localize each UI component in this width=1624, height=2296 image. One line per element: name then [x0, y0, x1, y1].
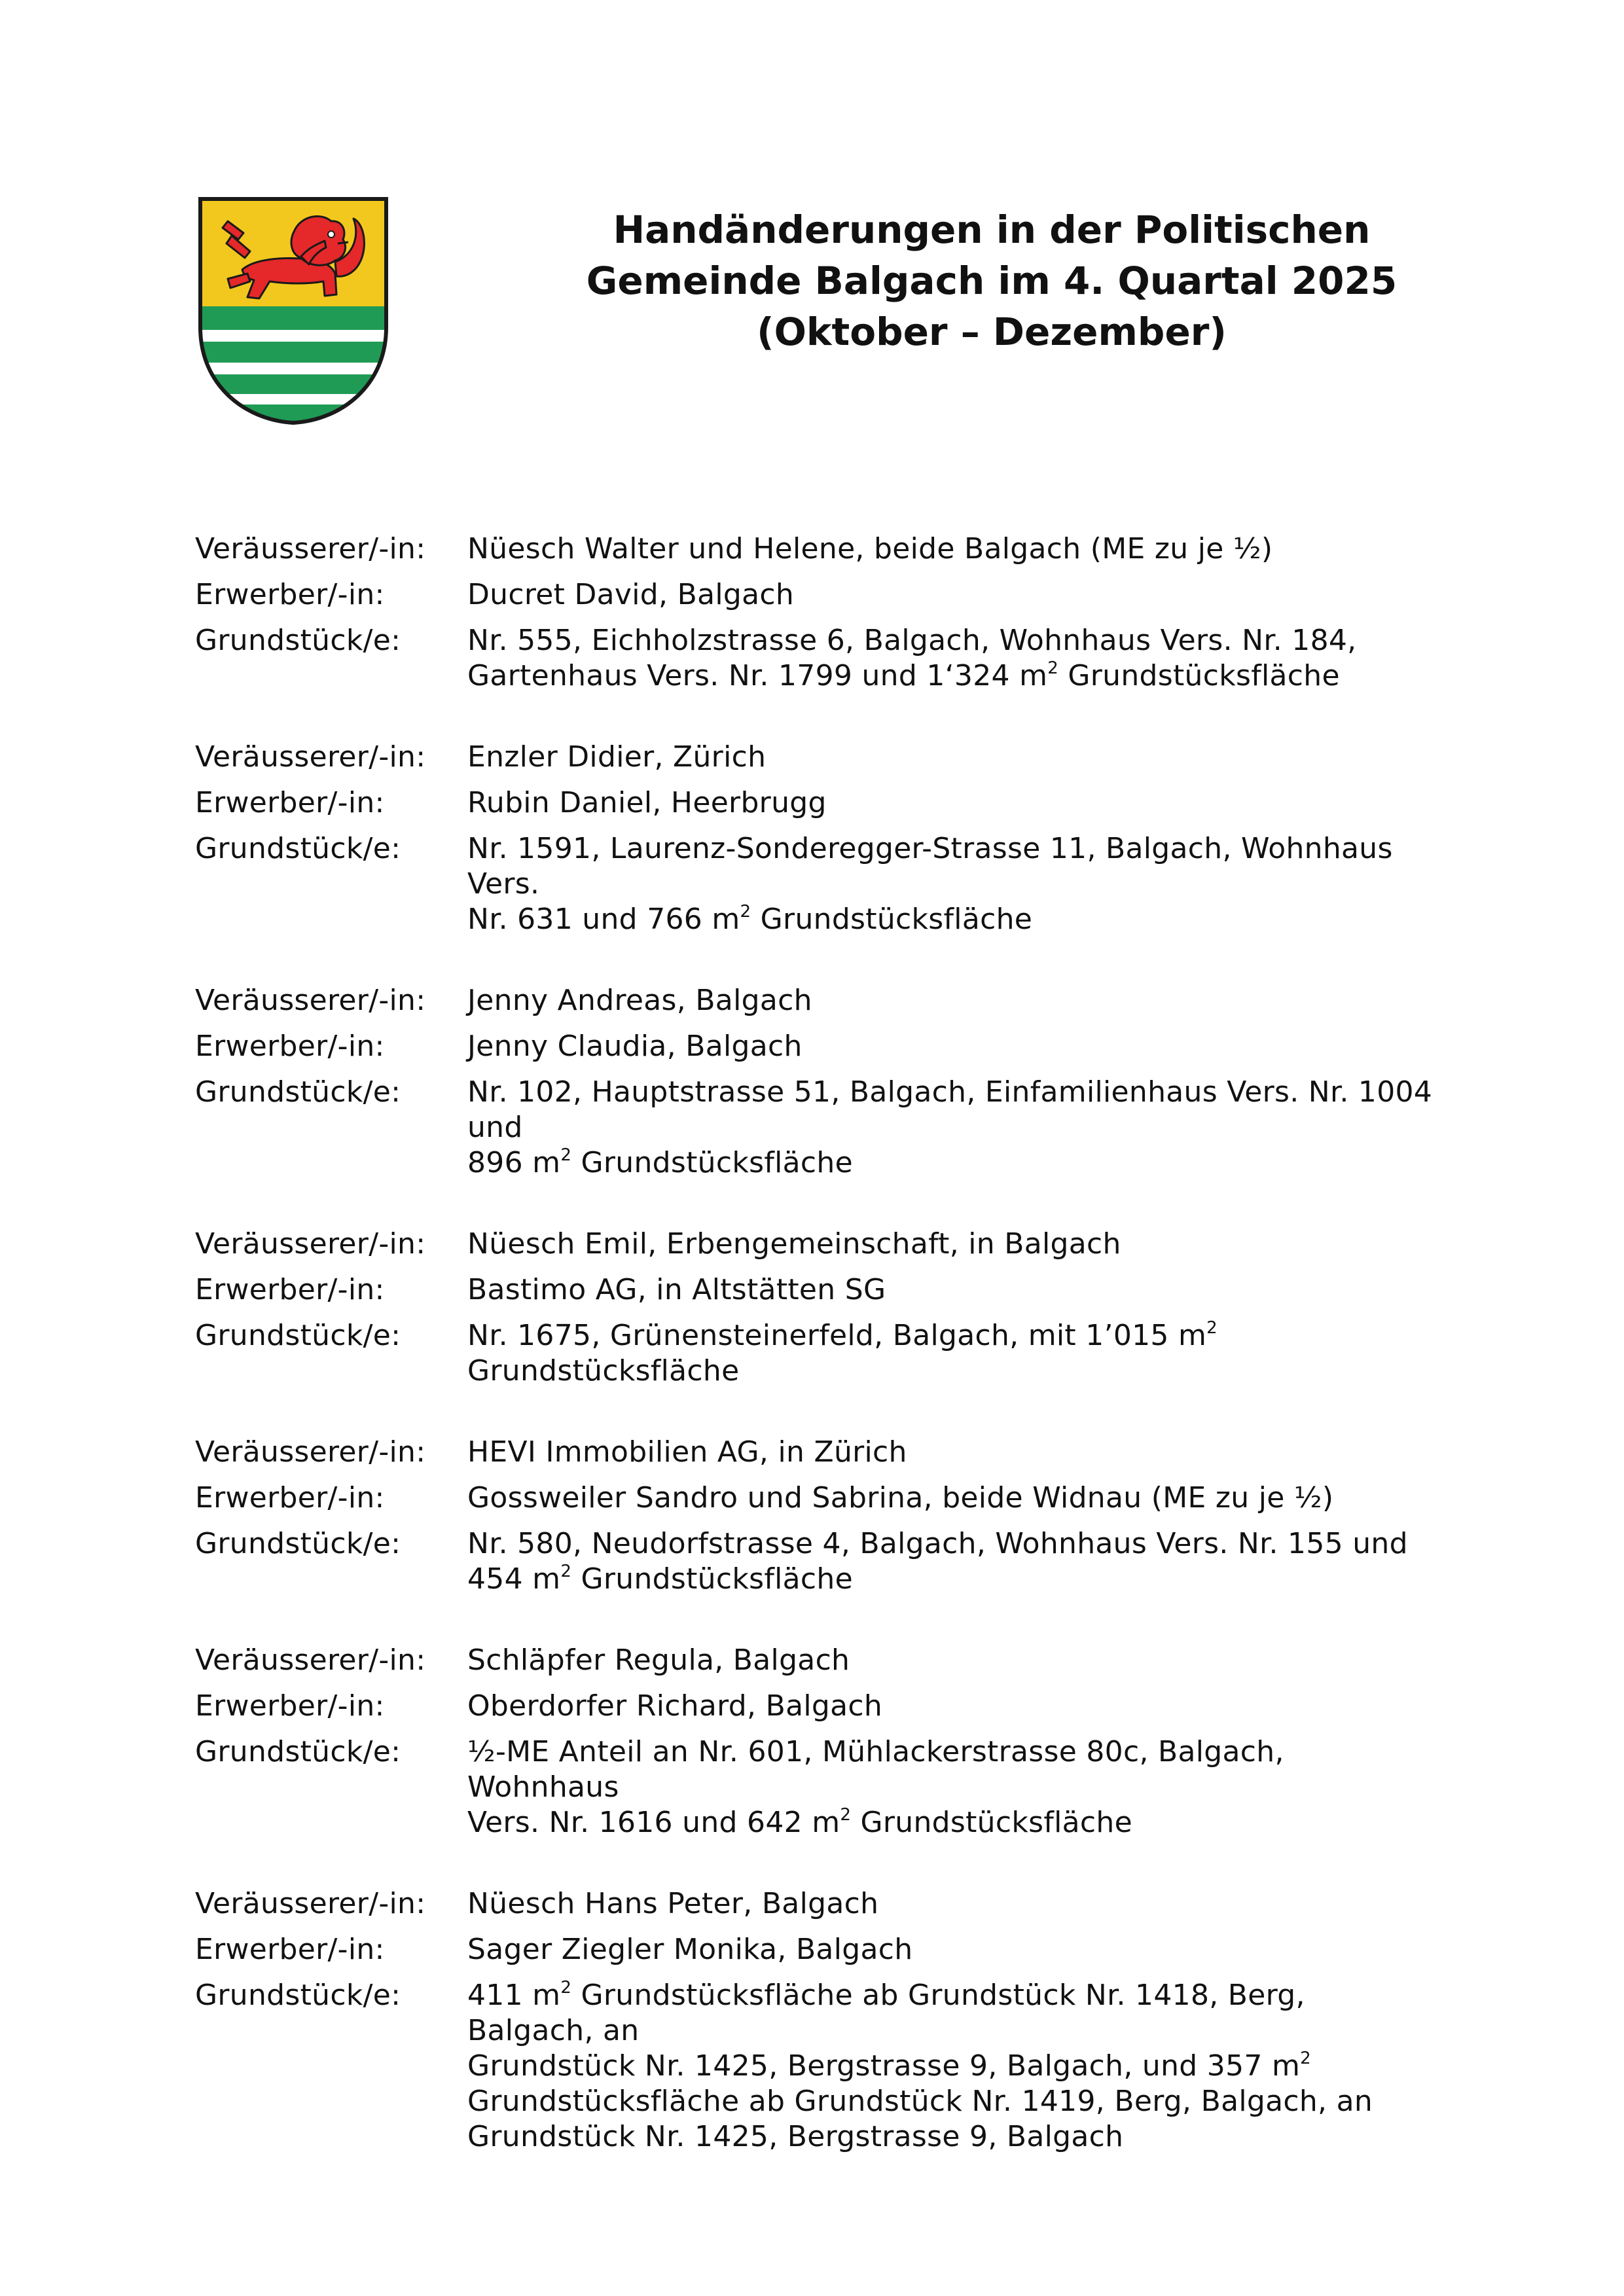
parcel-value: Nr. 102, Hauptstrasse 51, Balgach, Einfamilienhaus Vers. Nr. 1004 und 896 $m^2$ Grundstücksfläche: [467, 1075, 1433, 1179]
transfer-entry: [195, 740, 1439, 937]
seller-label: Veräusserer/-in:: [195, 1227, 426, 1261]
seller-value: Schläpfer Regula, Balgach: [467, 1643, 850, 1677]
buyer-value: Oberdorfer Richard, Balgach: [467, 1689, 883, 1723]
buyer-label: Erwerber/-in:: [195, 1030, 385, 1063]
buyer-label: Erwerber/-in:: [195, 578, 385, 611]
seller-value: Jenny Andreas, Balgach: [467, 984, 812, 1017]
seller-row: [195, 1643, 1439, 1678]
parcel-value: Nr. 1675, Grünensteinerfeld, Balgach, mit 1’015 $m^2$ Grundstücksfläche: [467, 1318, 1218, 1388]
seller-label: Veräusserer/-in:: [195, 1887, 426, 1920]
buyer-label: Erwerber/-in:: [195, 786, 385, 819]
buyer-label: Erwerber/-in:: [195, 1933, 385, 1966]
seller-value: Nüesch Walter und Helene, beide Balgach (ME zu je ½): [467, 532, 1273, 565]
parcel-value: Nr. 1591, Laurenz-Sonderegger-Strasse 11, Balgach, Wohnhaus Vers. Nr. 631 und 766 $m^2$ Grundstücksfläche: [467, 832, 1393, 936]
seller-label: Veräusserer/-in:: [195, 532, 426, 565]
parcel-label: Grundstück/e:: [195, 624, 401, 657]
transfer-entry: [195, 1643, 1439, 1840]
transfer-entry: [195, 1227, 1439, 1389]
title-line-1: Handänderungen in der Politischen: [613, 207, 1371, 252]
parcel-row: [195, 1978, 1439, 2155]
buyer-row: [195, 1480, 1439, 1516]
buyer-value: Jenny Claudia, Balgach: [467, 1030, 803, 1063]
seller-value: Nüesch Emil, Erbengemeinschaft, in Balgach: [467, 1227, 1121, 1261]
seller-row: [195, 1886, 1439, 1922]
transfer-list: [195, 531, 1439, 2200]
seller-row: [195, 740, 1439, 775]
document-title: [576, 204, 1407, 357]
parcel-label: Grundstück/e:: [195, 1735, 401, 1768]
buyer-value: Bastimo AG, in Altstätten SG: [467, 1273, 886, 1306]
buyer-row: [195, 1029, 1439, 1064]
seller-label: Veräusserer/-in:: [195, 1643, 426, 1677]
title-line-2: Gemeinde Balgach im 4. Quartal 2025: [586, 259, 1398, 303]
parcel-label: Grundstück/e:: [195, 1319, 401, 1352]
parcel-value: Nr. 555, Eichholzstrasse 6, Balgach, Wohnhaus Vers. Nr. 184, Gartenhaus Vers. Nr. 1799 und 1‘324 $m^2$ Grundstücksfläche: [467, 624, 1357, 692]
buyer-value: Rubin Daniel, Heerbrugg: [467, 786, 827, 819]
parcel-label: Grundstück/e:: [195, 832, 401, 865]
title-line-3: (Oktober – Dezember): [757, 310, 1227, 354]
buyer-row: [195, 1689, 1439, 1724]
seller-row: [195, 1435, 1439, 1470]
buyer-label: Erwerber/-in:: [195, 1273, 385, 1306]
buyer-value: Gossweiler Sandro und Sabrina, beide Widnau (ME zu je ½): [467, 1481, 1334, 1515]
transfer-entry: [195, 983, 1439, 1181]
buyer-label: Erwerber/-in:: [195, 1689, 385, 1723]
seller-label: Veräusserer/-in:: [195, 984, 426, 1017]
parcel-label: Grundstück/e:: [195, 1075, 401, 1109]
parcel-row: [195, 1526, 1439, 1597]
seller-label: Veräusserer/-in:: [195, 1435, 426, 1469]
parcel-row: [195, 1075, 1439, 1181]
seller-row: [195, 983, 1439, 1018]
parcel-row: [195, 623, 1439, 694]
parcel-row: [195, 1318, 1439, 1389]
buyer-label: Erwerber/-in:: [195, 1481, 385, 1515]
transfer-entry: [195, 1435, 1439, 1597]
seller-row: [195, 531, 1439, 567]
parcel-label: Grundstück/e:: [195, 1979, 401, 2012]
buyer-row: [195, 1272, 1439, 1308]
buyer-value: Sager Ziegler Monika, Balgach: [467, 1933, 913, 1966]
seller-row: [195, 1227, 1439, 1262]
buyer-value: Ducret David, Balgach: [467, 578, 795, 611]
buyer-row: [195, 785, 1439, 821]
seller-value: Nüesch Hans Peter, Balgach: [467, 1887, 879, 1920]
parcel-value: Nr. 580, Neudorfstrasse 4, Balgach, Wohnhaus Vers. Nr. 155 und 454 $m^2$ Grundstücksfläche: [467, 1527, 1408, 1596]
seller-value: Enzler Didier, Zürich: [467, 740, 767, 774]
transfer-entry: [195, 531, 1439, 694]
seller-label: Veräusserer/-in:: [195, 740, 426, 774]
parcel-value: ½-ME Anteil an Nr. 601, Mühlackerstrasse 80c, Balgach, Wohnhaus Vers. Nr. 1616 und 642 $m^2$ Grundstücksfläche: [467, 1735, 1284, 1839]
transfer-entry: [195, 1886, 1439, 2155]
balgach-coat-of-arms-icon: [196, 196, 390, 425]
parcel-row: [195, 1734, 1439, 1840]
parcel-row: [195, 831, 1439, 937]
parcel-label: Grundstück/e:: [195, 1527, 401, 1560]
buyer-row: [195, 577, 1439, 613]
buyer-row: [195, 1932, 1439, 1967]
parcel-value: 411 $m^2$ Grundstücksfläche ab Grundstück Nr. 1418, Berg, Balgach, an Grundstück Nr. 1425, Bergstrasse 9, Balgach, und 357 $m^2$ Grundstücksfläche ab Grundstück Nr. 1419, Berg, Balgach, an Grundstück Nr. 1425, Bergstrasse 9, Balgach: [467, 1978, 1373, 2153]
seller-value: HEVI Immobilien AG, in Zürich: [467, 1435, 907, 1469]
